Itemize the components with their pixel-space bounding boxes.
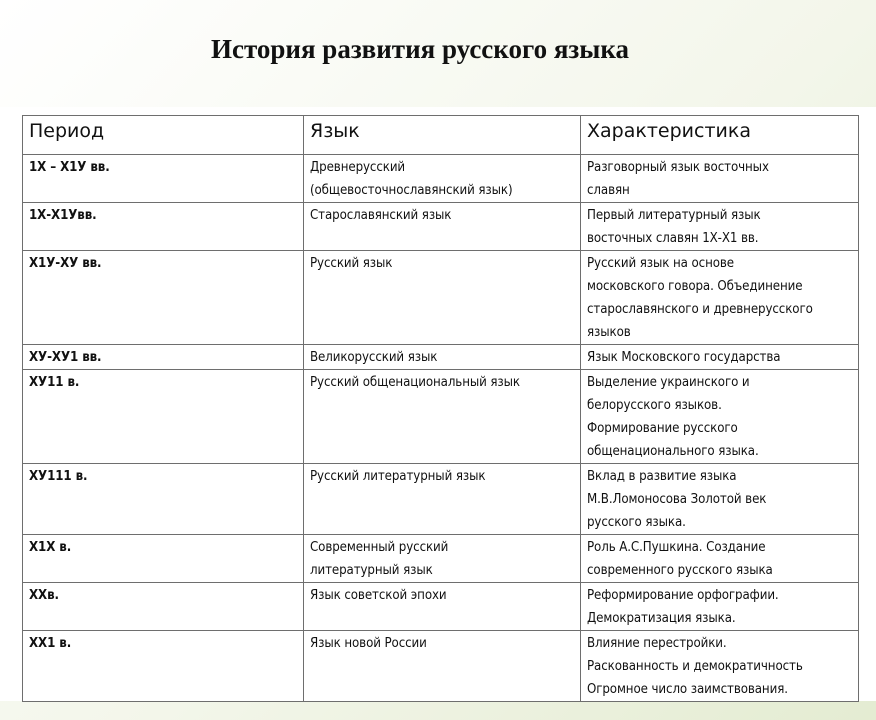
table-header-row bbox=[23, 116, 859, 155]
characteristic-cell-line: Разговорный язык восточных bbox=[587, 160, 769, 175]
language-cell bbox=[304, 203, 581, 251]
characteristic-cell bbox=[581, 464, 859, 535]
language-cell-line: Русский литературный язык bbox=[310, 469, 486, 484]
characteristic-cell-line: московского говора. Объединение bbox=[587, 279, 803, 294]
characteristic-cell-line: Реформирование орфографии. bbox=[587, 588, 779, 603]
characteristic-cell-line: Первый литературный язык bbox=[587, 208, 761, 223]
characteristic-cell-line: Язык Московского государства bbox=[587, 350, 781, 365]
characteristic-cell-line: белорусского языков. bbox=[587, 398, 722, 413]
language-cell bbox=[304, 464, 581, 535]
language-cell-line: Старославянский язык bbox=[310, 208, 452, 223]
language-cell bbox=[304, 583, 581, 631]
language-cell bbox=[304, 535, 581, 583]
language-cell-line: Язык советской эпохи bbox=[310, 588, 447, 603]
characteristic-cell-line: восточных славян 1Х-Х1 вв. bbox=[587, 231, 759, 246]
table-row bbox=[23, 251, 859, 345]
period-cell: 1Х – Х1У вв. bbox=[23, 155, 304, 203]
table-row bbox=[23, 583, 859, 631]
header-language: Язык bbox=[304, 116, 581, 155]
characteristic-cell-line: старославянского и древнерусского bbox=[587, 302, 813, 317]
language-cell bbox=[304, 631, 581, 702]
language-cell-line: Древнерусский bbox=[310, 160, 406, 175]
period-cell: Х1Х в. bbox=[23, 535, 304, 583]
language-cell bbox=[304, 251, 581, 345]
period-cell: Х1У-ХУ вв. bbox=[23, 251, 304, 345]
language-cell-line: Современный русский bbox=[310, 540, 449, 555]
language-cell bbox=[304, 345, 581, 370]
language-cell-line: литературный язык bbox=[310, 563, 433, 578]
table-row bbox=[23, 345, 859, 370]
table-row bbox=[23, 464, 859, 535]
characteristic-cell-line: М.В.Ломоносова Золотой век bbox=[587, 492, 767, 507]
page-title: История развития русского языка bbox=[210, 34, 630, 64]
language-cell-line: Русский общенациональный язык bbox=[310, 375, 520, 390]
characteristic-cell bbox=[581, 631, 859, 702]
header-characteristic: Характеристика bbox=[581, 116, 859, 155]
characteristic-cell bbox=[581, 251, 859, 345]
characteristic-cell-line: славян bbox=[587, 183, 630, 198]
characteristic-cell-line: русского языка. bbox=[587, 515, 686, 530]
table-row bbox=[23, 370, 859, 464]
characteristic-cell bbox=[581, 535, 859, 583]
period-cell: ХХв. bbox=[23, 583, 304, 631]
characteristic-cell-line: Русский язык на основе bbox=[587, 256, 735, 271]
period-cell: ХУ111 в. bbox=[23, 464, 304, 535]
characteristic-cell bbox=[581, 155, 859, 203]
characteristic-cell bbox=[581, 345, 859, 370]
period-cell: ХХ1 в. bbox=[23, 631, 304, 702]
characteristic-cell-line: современного русского языка bbox=[587, 563, 773, 578]
characteristic-cell-line: Раскованность и демократичность bbox=[587, 659, 803, 674]
characteristic-cell-line: Формирование русского bbox=[587, 421, 738, 436]
characteristic-cell bbox=[581, 583, 859, 631]
characteristic-cell-line: Демократизация языка. bbox=[587, 611, 736, 626]
period-cell: 1Х-Х1Увв. bbox=[23, 203, 304, 251]
language-cell-line: Русский язык bbox=[310, 256, 393, 271]
characteristic-cell bbox=[581, 203, 859, 251]
history-table bbox=[22, 115, 859, 702]
characteristic-cell-line: Огромное число заимствования. bbox=[587, 682, 788, 697]
period-cell: ХУ-ХУ1 вв. bbox=[23, 345, 304, 370]
table-row bbox=[23, 535, 859, 583]
language-cell bbox=[304, 155, 581, 203]
table-row bbox=[23, 155, 859, 203]
language-cell-line: Язык новой России bbox=[310, 636, 427, 651]
language-cell-line: Великорусский язык bbox=[310, 350, 438, 365]
characteristic-cell-line: Влияние перестройки. bbox=[587, 636, 727, 651]
characteristic-cell-line: Выделение украинского и bbox=[587, 375, 750, 390]
characteristic-cell-line: общенационального языка. bbox=[587, 444, 759, 459]
table-row bbox=[23, 631, 859, 702]
header-period: Период bbox=[23, 116, 304, 155]
language-cell-line: (общевосточнославянский язык) bbox=[310, 183, 513, 198]
table-sheet bbox=[0, 107, 876, 701]
table-row bbox=[23, 203, 859, 251]
characteristic-cell-line: языков bbox=[587, 325, 631, 340]
characteristic-cell-line: Роль А.С.Пушкина. Создание bbox=[587, 540, 766, 555]
characteristic-cell-line: Вклад в развитие языка bbox=[587, 469, 737, 484]
characteristic-cell bbox=[581, 370, 859, 464]
language-cell bbox=[304, 370, 581, 464]
period-cell: ХУ11 в. bbox=[23, 370, 304, 464]
